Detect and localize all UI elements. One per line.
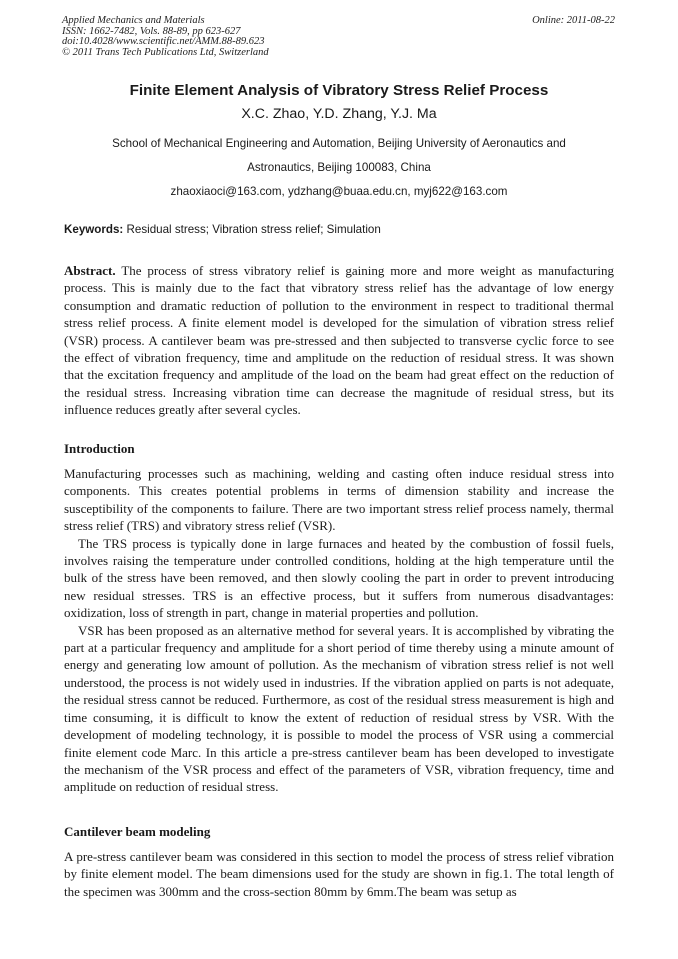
paragraph: Manufacturing processes such as machining, welding and casting often induce residual stress into components. This creates potential problems in terms of dimension stability and increase the susceptibility of the components to failure. There are two important stress relief process namely, thermal stress relief (TRS) and vibratory stress relief (VSR). [64, 466, 614, 534]
section-heading-cantilever: Cantilever beam modeling [64, 824, 211, 839]
affiliation-line-1: School of Mechanical Engineering and Automation, Beijing University of Aeronautics and [112, 137, 566, 150]
section-heading-introduction: Introduction [64, 441, 135, 456]
cantilever-body [64, 848, 614, 900]
online-date: Online: 2011-08-22 [532, 15, 615, 26]
abstract-text: The process of stress vibratory relief is gaining more and more weight as manufacturing process. This is mainly due to the fact that vibratory stress relief has the advantage of low energy consumption and dramatic reduction of pollution to the environment in respect to traditional thermal stress relief process. A finite element model is developed for the simulation of vibration stress relief (VSR) process. A cantilever beam was pre-stressed and then subjected to transverse cyclic force to see the effect of vibration frequency, time and amplitude on the reduction of residual stress. It was shown that the excitation frequency and amplitude of the load on the beam had great effect on the reduction of the residual stress. Increasing vibration time can decrease the magnitude of residual stress, but its influence reduces greatly after several cycles. [64, 263, 614, 418]
paragraph: VSR has been proposed as an alternative method for several years. It is accomplished by vibrating the part at a particular frequency and amplitude for a short period of time thereby using a minute amount of energy and generating low amount of pollution. As the mechanism of vibration stress relief is not well understood, the process is not widely used in industries. If the vibration applied on parts is not adequate, the residual stress cannot be reduced. Furthermore, as cost of the residual stress measurement is high and time consuming, it is difficult to know the extent of reduction of residual stress by VSR. With the development of modeling technology, it is possible to model the process of VSR using a commercial finite element code Marc. In this article a pre-stress cantilever beam has been developed to investigate the mechanism of the VSR process and effect of the parameters of VSR, vibration frequency, time and amplitude on reduction of residual stress. [64, 622, 614, 795]
keywords-text: Residual stress; Vibration stress relief; Simulation [123, 223, 381, 236]
affiliation-line-2: Astronautics, Beijing 100083, China [247, 161, 431, 174]
issn-line: ISSN: 1662-7482, Vols. 88-89, pp 623-627 [62, 25, 241, 37]
abstract-label: Abstract. [64, 263, 116, 278]
doi-line: doi:10.4028/www.scientific.net/AMM.88-89.623 [62, 36, 265, 48]
keywords-label: Keywords: [64, 223, 124, 236]
copyright-line: © 2011 Trans Tech Publications Ltd, Switzerland [62, 46, 269, 58]
keywords [64, 223, 381, 236]
author-emails: zhaoxiaoci@163.com, ydzhang@buaa.edu.cn, myj622@163.com [170, 185, 508, 198]
paragraph: The TRS process is typically done in large furnaces and heated by the combustion of fossil fuels, involves raising the temperature under controlled conditions, holding at the high temperature until the bulk of the stress have been removed, and then slowly cooling the part in order to prevent introducing new residual stresses. TRS is an effective process, but it suffers from numerous disadvantages: oxidization, loss of strength in part, change in material properties and pollution. [64, 535, 614, 621]
paper-title: Finite Element Analysis of Vibratory Stress Relief Process [129, 82, 549, 99]
paper-authors: X.C. Zhao, Y.D. Zhang, Y.J. Ma [241, 106, 437, 122]
introduction-body [64, 465, 614, 796]
journal-header [62, 16, 392, 58]
paragraph: A pre-stress cantilever beam was considered in this section to model the process of stress relief vibration by finite element model. The beam dimensions used for the study are shown in fig.1. The total length of the specimen was 300mm and the cross-section 80mm by 6mm.The beam was setup as [64, 849, 614, 899]
abstract [64, 262, 614, 419]
journal-name: Applied Mechanics and Materials [62, 15, 205, 26]
